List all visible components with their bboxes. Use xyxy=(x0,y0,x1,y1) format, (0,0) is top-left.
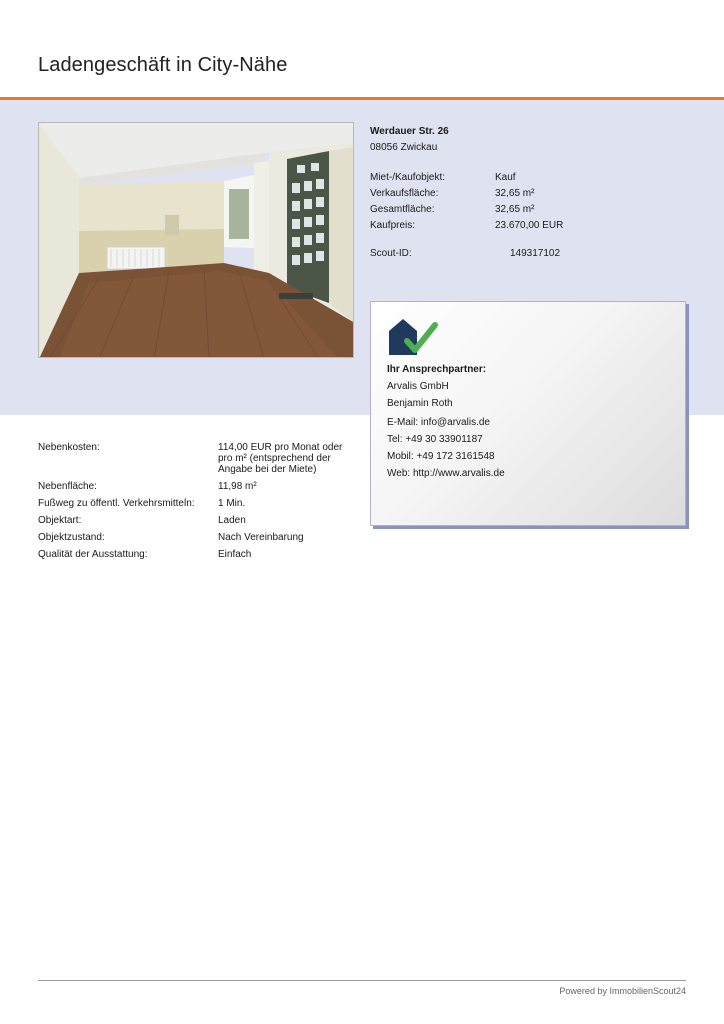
detail-label: Fußweg zu öffentl. Verkehrsmitteln: xyxy=(38,498,195,509)
detail-label: Objektzustand: xyxy=(38,532,105,543)
scout-id-label: Scout-ID: xyxy=(370,248,412,259)
detail-row xyxy=(38,515,358,526)
company-logo-icon xyxy=(387,317,439,357)
contact-company: Arvalis GmbH xyxy=(387,381,449,392)
fact-value: Kauf xyxy=(495,172,516,183)
detail-row xyxy=(38,532,358,543)
detail-row xyxy=(38,442,358,475)
key-facts xyxy=(370,170,630,234)
city: 08056 Zwickau xyxy=(370,142,438,153)
property-address xyxy=(370,124,449,156)
fact-row xyxy=(370,170,630,186)
contact-web[interactable]: Web: http://www.arvalis.de xyxy=(387,468,505,479)
street: Werdauer Str. 26 xyxy=(370,126,449,137)
scout-id-value: 149317102 xyxy=(510,248,561,259)
detail-list xyxy=(38,442,358,566)
footer-divider xyxy=(38,980,686,981)
detail-label: Nebenkosten: xyxy=(38,442,100,453)
detail-value: Einfach xyxy=(218,549,252,560)
detail-row xyxy=(38,481,358,492)
contact-phone[interactable]: Tel: +49 30 33901187 xyxy=(387,434,483,445)
detail-label: Qualität der Ausstattung: xyxy=(38,549,148,560)
detail-value: 114,00 EUR pro Monat oder pro m² (entsprechend der Angabe bei der Miete) xyxy=(218,442,343,475)
fact-value: 32,65 m² xyxy=(495,204,535,215)
page-title: Ladengeschäft in City-Nähe xyxy=(38,54,288,76)
detail-value: 11,98 m² xyxy=(218,481,257,492)
fact-label: Gesamtfläche: xyxy=(370,204,435,215)
contact-mobile[interactable]: Mobil: +49 172 3161548 xyxy=(387,451,495,462)
fact-row xyxy=(370,218,630,234)
property-photo[interactable] xyxy=(38,122,354,358)
detail-label: Nebenfläche: xyxy=(38,481,97,492)
interior-room-photo-icon xyxy=(39,123,354,358)
contact-card xyxy=(370,301,686,526)
fact-row xyxy=(370,186,630,202)
fact-label: Kaufpreis: xyxy=(370,220,416,231)
fact-value: 23.670,00 EUR xyxy=(495,220,564,231)
fact-row xyxy=(370,202,630,218)
contact-person: Benjamin Roth xyxy=(387,398,453,409)
detail-label: Objektart: xyxy=(38,515,82,526)
scout-id xyxy=(370,246,630,262)
contact-email[interactable]: E-Mail: info@arvalis.de xyxy=(387,417,490,428)
contact-heading: Ihr Ansprechpartner: xyxy=(387,364,487,375)
fact-label: Verkaufsfläche: xyxy=(370,188,439,199)
detail-row xyxy=(38,498,358,509)
detail-value: Laden xyxy=(218,515,246,526)
footer-credit: Powered by ImmobilienScout24 xyxy=(559,986,686,996)
detail-value: Nach Vereinbarung xyxy=(218,532,304,543)
detail-value: 1 Min. xyxy=(218,498,246,509)
fact-value: 32,65 m² xyxy=(495,188,535,199)
detail-row xyxy=(38,549,358,560)
fact-label: Miet-/Kaufobjekt: xyxy=(370,172,446,183)
